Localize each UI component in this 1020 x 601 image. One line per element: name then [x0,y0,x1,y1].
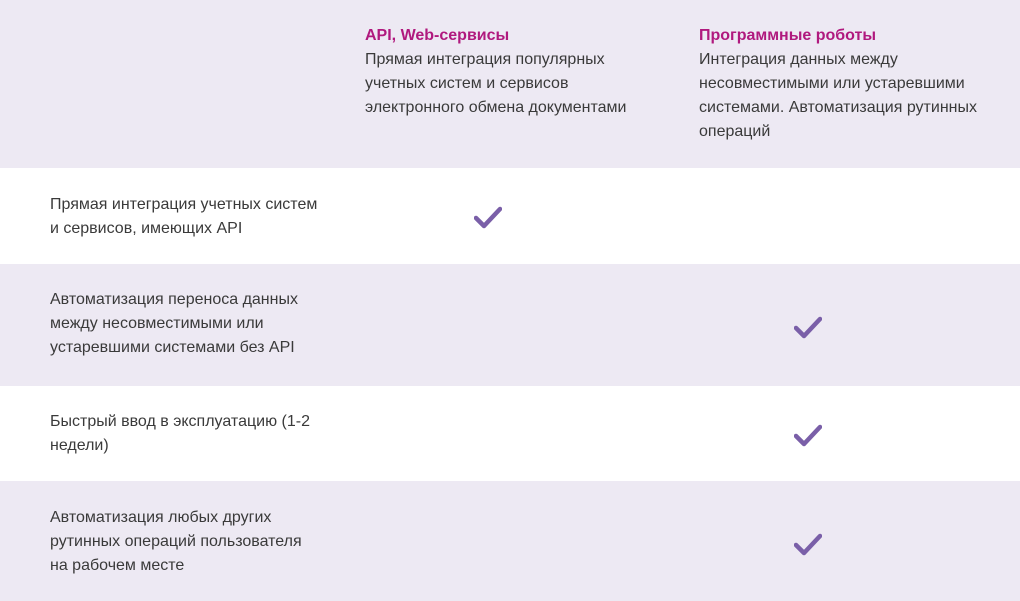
feature-label: Прямая интеграция учетных систем и сервисов, имеющих API [50,196,318,237]
column-header-api [365,24,665,120]
check-icon [794,533,822,557]
column-description-api: Прямая интеграция популярных учетных систем и сервисов электронного обмена документами [365,51,627,116]
check-icon [474,206,502,230]
feature-label: Автоматизация переноса данных между несовместимыми или устаревшими системами без API [50,291,298,356]
check-icon [794,424,822,448]
column-title-api: API, Web-сервисы [365,27,510,44]
column-description-robots: Интеграция данных между несовместимыми или устаревшими системами. Автоматизация рутинных операций [699,51,977,140]
check-icon [794,316,822,340]
feature-label: Быстрый ввод в эксплуатацию (1-2 недели) [50,413,310,454]
column-header-robots [699,24,999,144]
column-title-robots: Программные роботы [699,27,877,44]
feature-label: Автоматизация любых других рутинных операций пользователя на рабочем месте [50,509,302,574]
